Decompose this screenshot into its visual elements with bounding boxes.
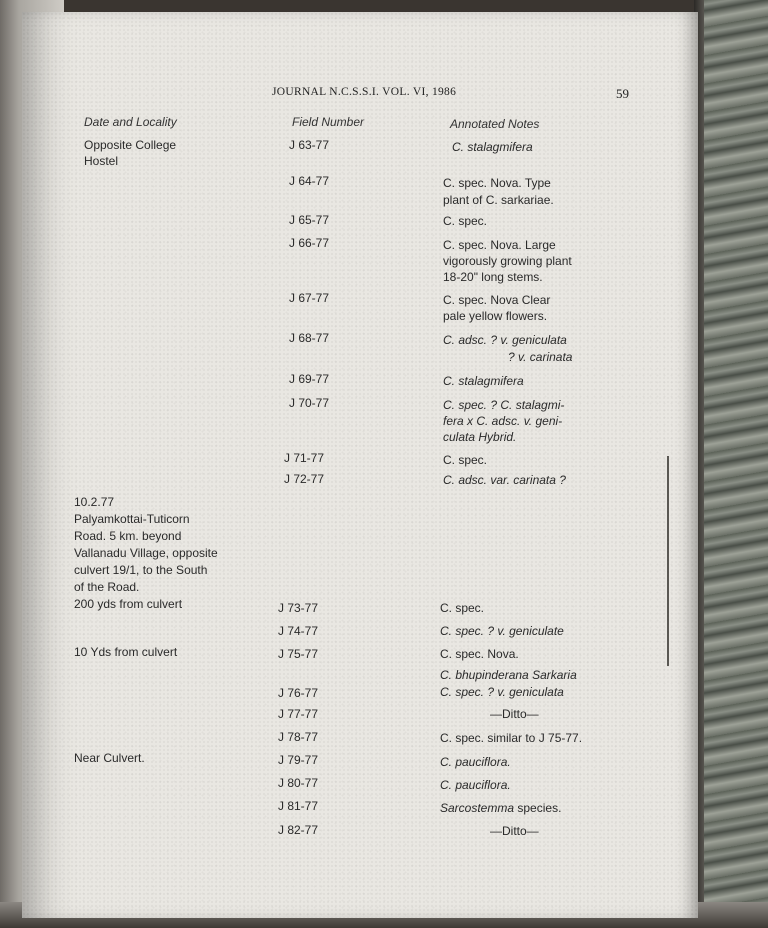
note-text: C. adsc. var. carinata ? (443, 473, 566, 487)
column-header-annotated-notes: Annotated Notes (450, 117, 540, 131)
locality-text: culvert 19/1, to the South (74, 563, 208, 577)
note-text: C. spec. ? v. geniculata (440, 685, 564, 699)
field-number: J 68-77 (289, 331, 330, 345)
field-number: J 69-77 (289, 372, 330, 386)
locality-text: of the Road. (74, 580, 140, 594)
journal-header: JOURNAL N.C.S.S.I. VOL. VI, 1986 (272, 86, 457, 98)
field-number: J 78-77 (278, 730, 319, 744)
note-text: ? v. carinata (508, 350, 573, 364)
field-number: J 70-77 (289, 396, 330, 410)
page-margin-line (667, 456, 669, 666)
field-number: J 77-77 (278, 707, 319, 721)
note-text: vigorously growing plant (443, 254, 572, 268)
note-text: C. stalagmifera (443, 374, 524, 388)
note-text: C. spec. (440, 601, 485, 615)
ditto-mark: —Ditto— (490, 824, 539, 838)
field-number: J 67-77 (289, 291, 330, 305)
field-number: J 76-77 (278, 686, 319, 700)
locality-text: 200 yds from culvert (74, 597, 183, 611)
note-text: C. spec. similar to J 75-77. (440, 731, 583, 745)
locality-date: 10.2.77 (74, 495, 115, 509)
field-number: J 72-77 (284, 472, 325, 486)
book-spine (696, 0, 768, 928)
locality-text: Vallanadu Village, opposite (74, 546, 218, 560)
field-number: J 71-77 (284, 451, 325, 465)
locality-text: Opposite College (84, 138, 177, 152)
note-text: culata Hybrid. (443, 430, 517, 444)
field-number: J 63-77 (289, 138, 330, 152)
field-number: J 66-77 (289, 236, 330, 250)
note-text (440, 800, 561, 816)
note-species: species. (517, 801, 562, 815)
field-number: J 82-77 (278, 823, 319, 837)
note-text: C. pauciflora. (440, 778, 511, 792)
page-number: 59 (616, 86, 629, 101)
note-text: C. spec. Nova. Large (443, 238, 556, 252)
note-text: C. spec. (443, 453, 488, 467)
locality-text: Near Culvert. (74, 751, 145, 765)
note-text: C. spec. ? C. stalagmi- (443, 398, 565, 412)
locality-text: 10 Yds from culvert (74, 645, 178, 659)
note-text: C. spec. (443, 214, 488, 228)
note-text: C. stalagmifera (452, 140, 533, 154)
note-text: C. spec. Nova. (440, 647, 519, 661)
note-text: 18-20" long stems. (443, 270, 543, 284)
column-header-date-locality: Date and Locality (84, 115, 177, 129)
field-number: J 81-77 (278, 799, 319, 813)
ditto-mark: —Ditto— (490, 707, 539, 721)
column-header-field-number: Field Number (292, 115, 365, 129)
field-number: J 73-77 (278, 601, 319, 615)
locality-text: Palyamkottai-Tuticorn (74, 512, 190, 526)
locality-text: Road. 5 km. beyond (74, 529, 182, 543)
locality-text: Hostel (84, 154, 119, 168)
note-text: C. spec. ? v. geniculate (440, 624, 564, 638)
field-number: J 80-77 (278, 776, 319, 790)
note-text: C. bhupinderana Sarkaria (440, 668, 577, 682)
field-number: J 75-77 (278, 647, 319, 661)
field-number: J 74-77 (278, 624, 319, 638)
note-text: C. pauciflora. (440, 755, 511, 769)
note-text: pale yellow flowers. (443, 309, 548, 323)
note-text: C. spec. Nova Clear (443, 293, 551, 307)
note-text: C. adsc. ? v. geniculata (443, 333, 567, 347)
field-number: J 79-77 (278, 753, 319, 767)
field-number: J 65-77 (289, 213, 330, 227)
field-number: J 64-77 (289, 174, 330, 188)
note-text: fera x C. adsc. v. geni- (443, 414, 563, 428)
note-genus: Sarcostemma (440, 801, 515, 815)
note-text: plant of C. sarkariae. (443, 193, 554, 207)
note-text: C. spec. Nova. Type (443, 176, 551, 190)
